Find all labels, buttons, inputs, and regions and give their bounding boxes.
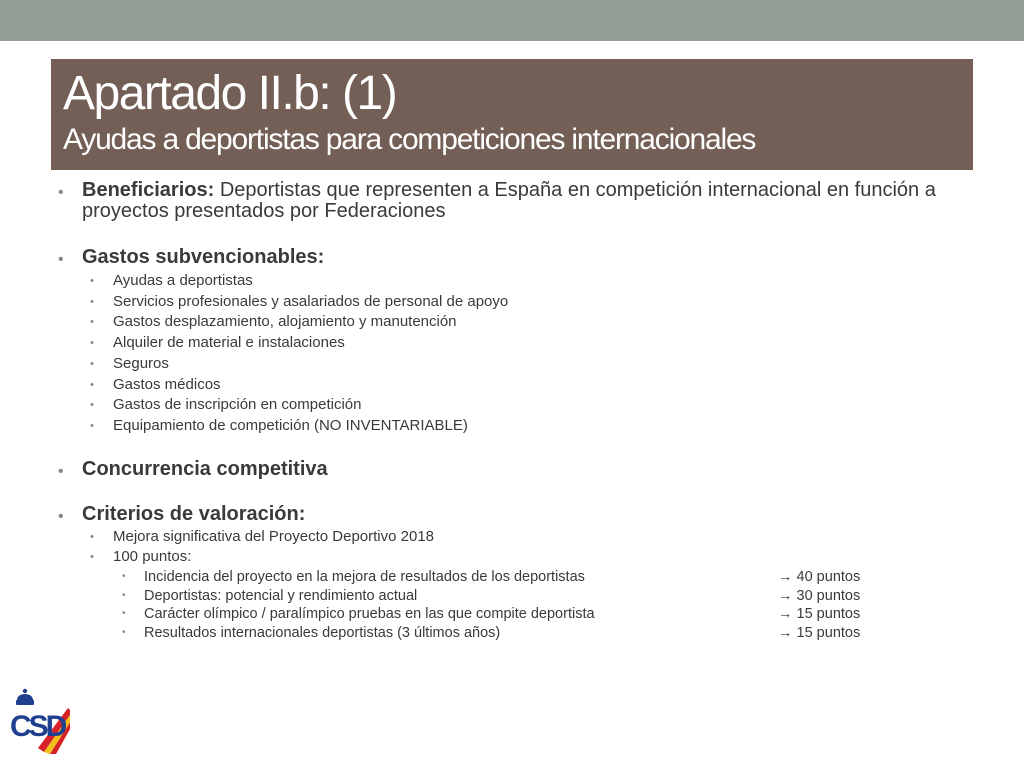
bullet-concurrencia	[58, 459, 968, 480]
criterios-points: → 40 puntos	[778, 569, 861, 586]
slide-content	[58, 180, 968, 643]
top-band	[0, 0, 1024, 41]
gastos-item: • Gastos médicos	[90, 375, 221, 393]
slide-title: Apartado II.b: (1)	[63, 67, 397, 120]
bullet-criterios	[58, 504, 968, 525]
title-box	[51, 59, 973, 170]
criterios-points: → 15 puntos	[778, 606, 861, 623]
criterios-subitem: • Carácter olímpico / paralímpico pruebas en las que compite deportista → 15 puntos	[122, 606, 861, 623]
gastos-item: • Alquiler de material e instalaciones	[90, 334, 345, 352]
crown-icon	[16, 689, 34, 705]
criterios-points: → 30 puntos	[778, 587, 861, 604]
gastos-item: • Gastos de inscripción en competición	[90, 396, 362, 414]
bullet-dot: •	[58, 251, 64, 268]
bullet-gastos	[58, 247, 968, 268]
gastos-item: • Servicios profesionales y asalariados de personal de apoyo	[90, 292, 509, 310]
beneficiarios-text: Deportistas que representen a España en competición internacional en función a proyectos presentados por Federaciones	[82, 179, 936, 222]
beneficiarios-label: Beneficiarios:	[82, 179, 215, 201]
criterios-subitem: • Incidencia del proyecto en la mejora de resultados de los deportistas → 40 puntos	[122, 569, 861, 586]
gastos-item: • Equipamiento de competición (NO INVENTARIABLE)	[90, 416, 468, 434]
criterios-label: Criterios de valoración:	[82, 502, 306, 525]
concurrencia-label: Concurrencia competitiva	[82, 457, 328, 480]
criterios-points: → 15 puntos	[778, 625, 861, 642]
gastos-item: • Seguros	[90, 354, 169, 372]
bullet-dot: •	[58, 462, 64, 480]
criterios-item: • 100 puntos:	[90, 548, 192, 566]
criterios-subitem: • Deportistas: potencial y rendimiento actual → 30 puntos	[122, 587, 861, 604]
slide-subtitle: Ayudas a deportistas para competiciones internacionales	[63, 123, 756, 156]
bullet-dot: •	[58, 184, 64, 201]
csd-logo	[8, 688, 70, 758]
logo-text: CSD	[10, 710, 65, 743]
gastos-item: • Ayudas a deportistas	[90, 272, 253, 289]
bullet-dot: •	[58, 507, 64, 525]
criterios-item: • Mejora significativa del Proyecto Deportivo 2018	[90, 527, 434, 545]
criterios-subitem: • Resultados internacionales deportistas (3 últimos años) → 15 puntos	[122, 625, 861, 642]
gastos-item: • Gastos desplazamiento, alojamiento y manutención	[90, 313, 457, 331]
bullet-beneficiarios	[58, 180, 968, 222]
gastos-label: Gastos subvencionables:	[82, 246, 325, 268]
